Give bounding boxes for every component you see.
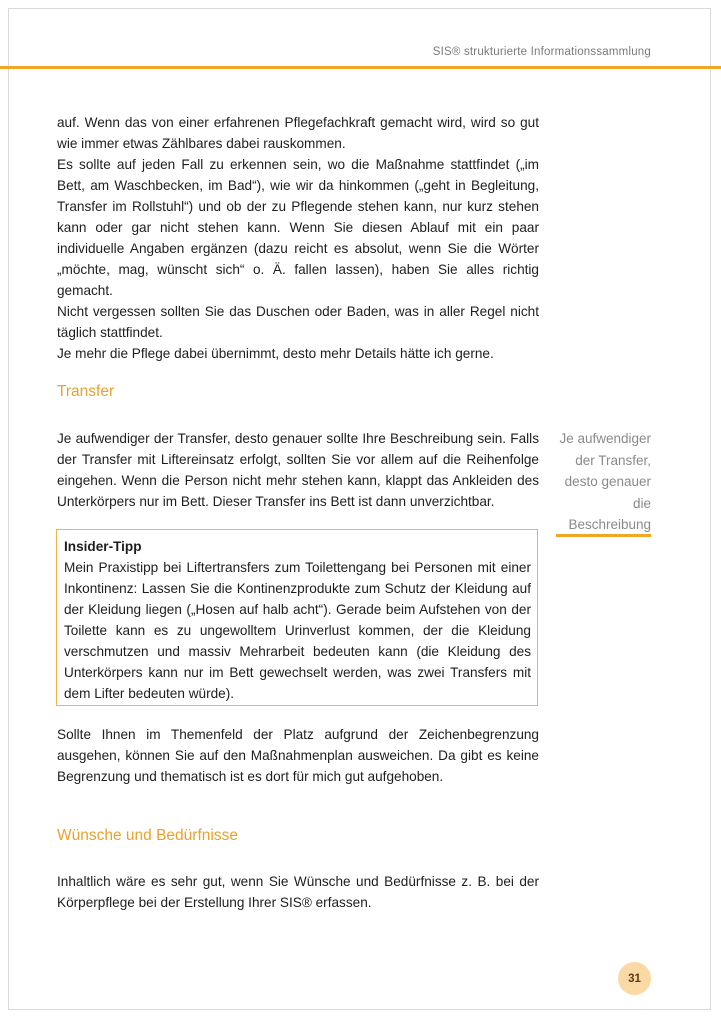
intro-text (57, 112, 539, 364)
section-heading-wishes: Wünsche und Bedürfnisse (57, 827, 238, 844)
after-tip-paragraph: Sollte Ihnen im Themenfeld der Platz aufgrund der Zeichenbegrenzung ausgehen, können Sie auf den Maßnahmenplan ausweichen. Da gibt es keine Begrenzung und thematisch ist es dort für mich gut aufgehoben. (57, 727, 539, 784)
insider-tip-text: Mein Praxistipp bei Liftertransfers zum Toilettengang bei Personen mit einer Inkontinenz: Lassen Sie die Kontinenzprodukte zum Schutz der Kleidung auf der Kleidung liegen („Hosen auf halb acht“). Gerade beim Aufstehen von der Toilette kann es zu ungewolltem Urinverlust kommen, der die Kleidung verschmutzen und massiv Mehrarbeit bedeuten kann (die Kleidung des Unterkörpers kann nur im Bett gewechselt werden, was zwei Transfers mit dem Lifter bedeuten würde). (64, 560, 531, 701)
insider-tip-title: Insider-Tipp (64, 539, 142, 554)
section-heading-transfer: Transfer (57, 383, 115, 400)
header-rule (0, 66, 721, 69)
intro-paragraph: auf. Wenn das von einer erfahrenen Pflegefachkraft gemacht wird, wird so gut wie immer etwas Zählbares dabei rauskommen. (57, 115, 539, 151)
intro-paragraph: Es sollte auf jeden Fall zu erkennen sein, wo die Maßnahme stattfindet („im Bett, am Waschbecken, im Bad“), wie wir da hinkommen („geht in Begleitung, Transfer im Rollstuhl“) und ob der zu Pflegende stehen kann, nur kurz stehen kann oder gar nicht stehen kann. Wenn Sie diesen Ablauf mit ein paar individuelle Angaben ergänzen (dazu reicht es absolut, wenn Sie die Wörter „möchte, mag, wünscht sich“ o. Ä. fallen lassen), haben Sie alles richtig gemacht. (57, 157, 539, 298)
wishes-paragraph: Inhaltlich wäre es sehr gut, wenn Sie Wünsche und Bedürfnisse z. B. bei der Körperpflege bei der Erstellung Ihrer SIS® erfassen. (57, 874, 539, 910)
margin-note-rule (556, 534, 651, 537)
insider-tip-box (56, 529, 538, 706)
running-header: SIS® strukturierte Informationssammlung (432, 46, 651, 58)
intro-paragraph: Nicht vergessen sollten Sie das Duschen oder Baden, was in aller Regel nicht täglich stattfindet. (57, 304, 539, 340)
page-number-badge: 31 (618, 962, 651, 995)
margin-note: Je aufwendiger der Transfer, desto genauer die Beschreibung (559, 431, 651, 532)
transfer-paragraph: Je aufwendiger der Transfer, desto genauer sollte Ihre Beschreibung sein. Falls der Transfer mit Liftereinsatz erfolgt, sollten Sie vor allem auf die Reihenfolge eingehen. Wenn die Person nicht mehr stehen kann, klappt das Ankleiden des Unterkörpers nur im Bett. Dieser Transfer ins Bett ist dann unverzichtbar. (57, 431, 539, 509)
intro-paragraph: Je mehr die Pflege dabei übernimmt, desto mehr Details hätte ich gerne. (57, 346, 494, 361)
